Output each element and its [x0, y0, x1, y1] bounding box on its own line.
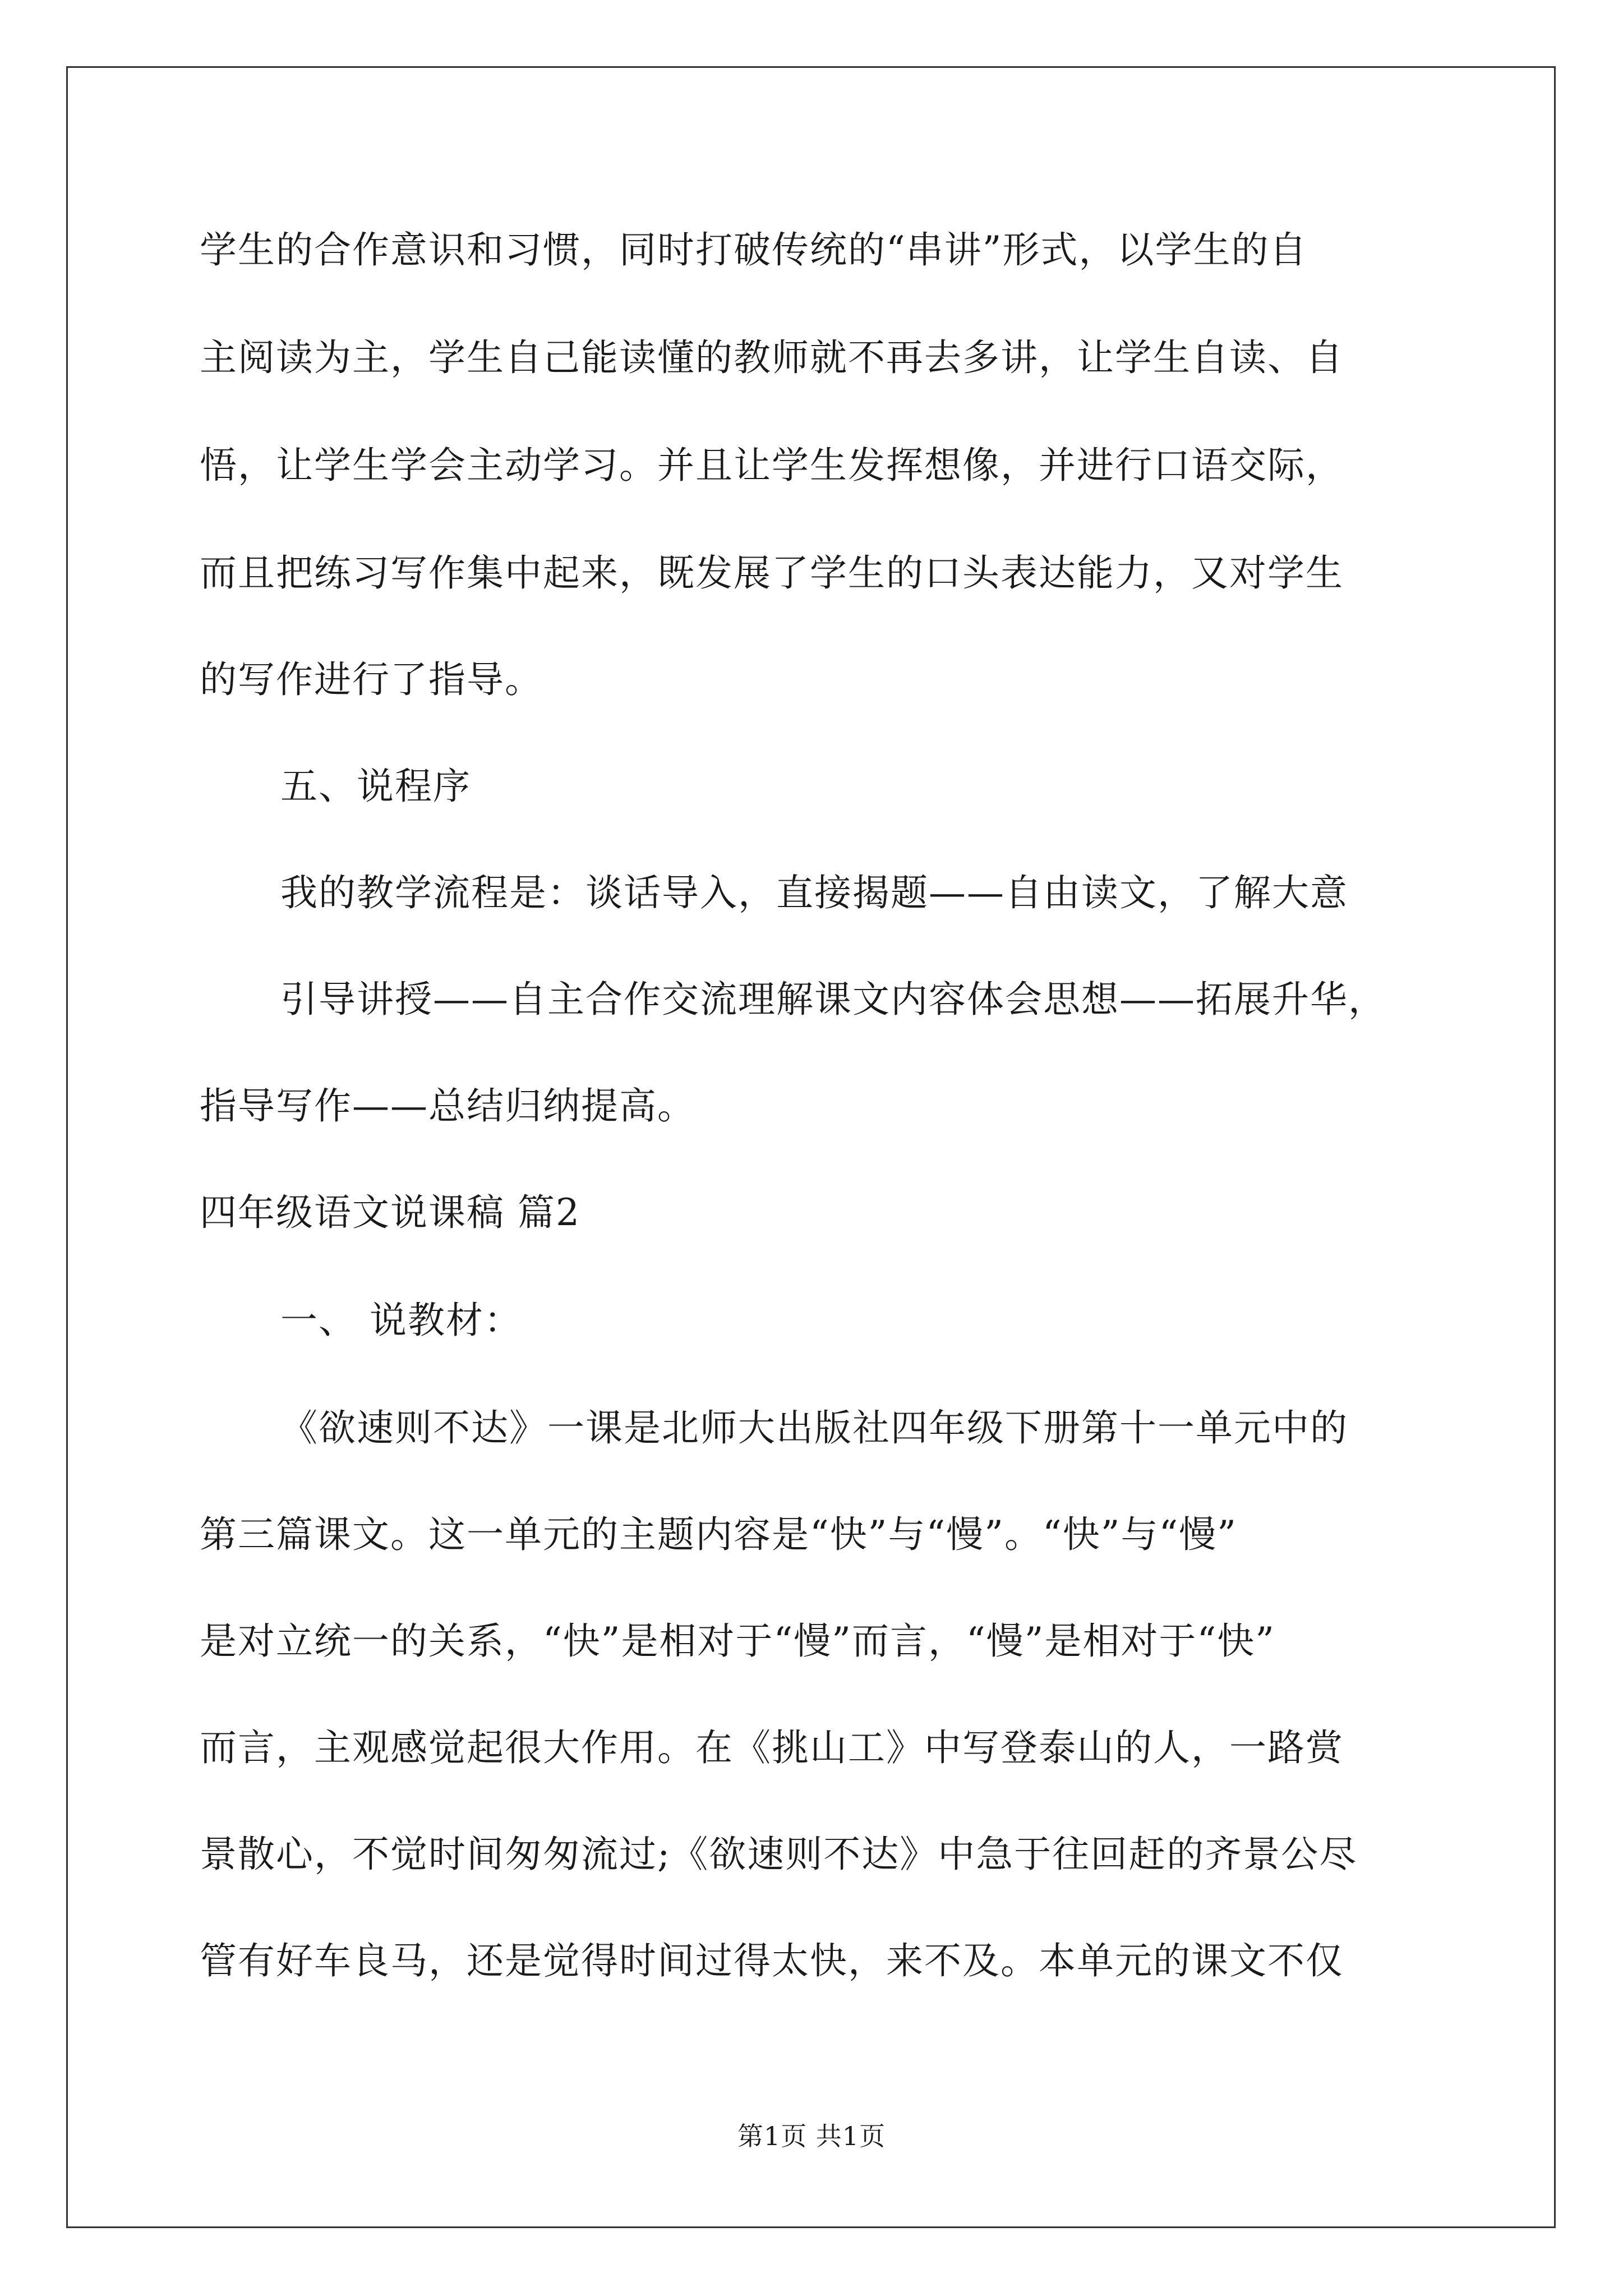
body-line-8: 引导讲授——自主合作交流理解课文内容体会思想——拓展升华，: [280, 978, 1386, 1021]
body-line-17: 管有好车良马，还是觉得时间过得太快，来不及。本单元的课文不仅: [200, 1939, 1344, 1982]
section-heading-program: 五、说程序: [280, 765, 471, 808]
page-border: [66, 66, 1556, 2228]
body-line-16: 景散心，不觉时间匆匆流过;《欲速则不达》中急于往回赶的齐景公尽: [200, 1833, 1358, 1876]
article-title: 四年级语文说课稿 篇2: [200, 1191, 580, 1234]
body-line-4: 而且把练习写作集中起来，既发展了学生的口头表达能力，又对学生: [200, 551, 1344, 595]
body-line-15: 而言，主观感觉起很大作用。在《挑山工》中写登泰山的人，一路赏: [200, 1726, 1344, 1769]
body-line-14: 是对立统一的关系，“快”是相对于“慢”而言，“慢”是相对于“快”: [200, 1619, 1275, 1663]
body-line-2: 主阅读为主，学生自己能读懂的教师就不再去多讲，让学生自读、自: [200, 336, 1344, 379]
body-line-12: 《欲速则不达》一课是北师大出版社四年级下册第十一单元中的: [280, 1406, 1348, 1450]
body-line-9: 指导写作——总结归纳提高。: [200, 1084, 695, 1128]
body-line-3: 悟，让学生学会主动学习。并且让学生发挥想像，并进行口语交际，: [200, 444, 1344, 487]
page-number-footer: 第1页 共1页: [737, 2121, 886, 2151]
body-line-5: 的写作进行了指导。: [200, 658, 543, 701]
section-heading-textbook: 一、 说教材：: [280, 1299, 522, 1342]
body-line-13: 第三篇课文。这一单元的主题内容是“快”与“慢”。“快”与“慢”: [200, 1513, 1237, 1556]
body-line-1: 学生的合作意识和习惯，同时打破传统的“串讲”形式，以学生的自: [200, 228, 1308, 272]
body-line-7: 我的教学流程是：谈话导入，直接揭题——自由读文，了解大意: [280, 871, 1348, 914]
